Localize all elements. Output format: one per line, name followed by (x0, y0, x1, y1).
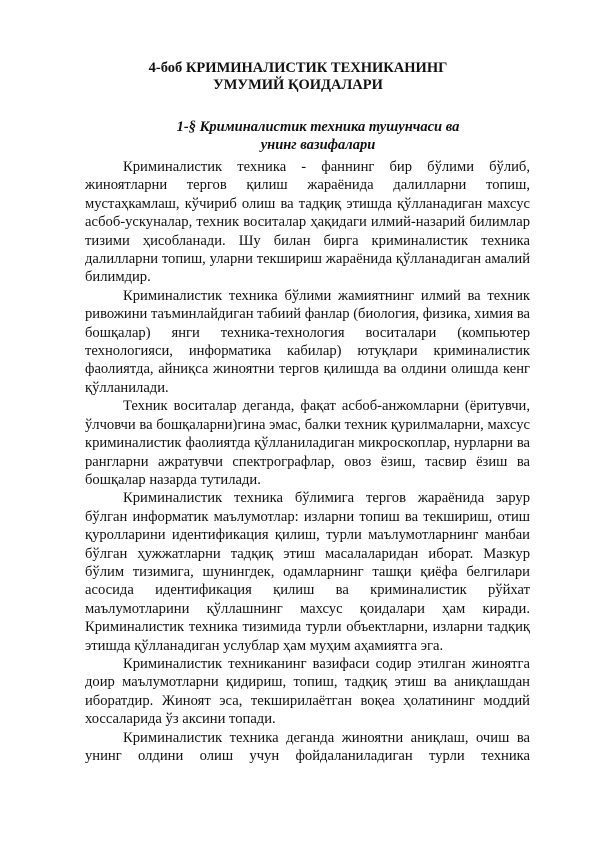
paragraph: Криминалистик техника - фаннинг бир бўлими бўлиб, жиноятларни тергов қилиш жараёнида далилларни топиш, мустаҳкамлаш, кўчириб олиш ва тадқиқ этишда қўлланадиган махсус асбоб-ускуналар, техник воситалар ҳақидаги илмий-назарий билимлар тизими ҳисобланади. Шу билан бирга криминалистик техника далилларни топиш, уларни текшириш жараёнида қўлланадиган амалий билимдир. (85, 159, 530, 286)
section-title-line-1: 1-§ Криминалистик техника тушунчаси ва (176, 119, 460, 135)
paragraph: Криминалистик техниканинг вазифаси содир этилган жиноятга доир маълумотларни қидириш, топиш, тадқиқ этиш ва аниқлашдан иборатдир. Жиноят эса, текширилаётган воқеа ҳолатининг моддий хоссаларида ўз аксини топади. (85, 655, 530, 728)
paragraph: Криминалистик техника бўлими жамиятнинг илмий ва техник ривожини таъминлайдиган табиий фанлар (биология, физика, химия ва бошқалар) янги техника-технология воситалари (компьютер технологияси, информатика кабилар) ютуқлари криминалистик фаолиятда, айниқса жиноятни тергов қилишда ва олдини олишда кенг қўлланилади. (85, 287, 530, 396)
section-title-line-2: унинг вазифалари (260, 137, 376, 153)
paragraph: Техник воситалар деганда, фақат асбоб-анжомларни (ёритувчи, ўлчовчи ва бошқаларни)гина эмас, балки техник қурилмаларни, махсус криминалистик фаолиятда қўлланиладиган микроскоплар, нурларни ва рангларни ажратувчи спектрографлар, овоз ёзиш, тасвир ёзиш ва бошқалар назарда тутилади. (85, 398, 530, 488)
chapter-title-line-1: 4-боб КРИМИНАЛИСТИК ТЕХНИКАНИНГ (148, 60, 448, 76)
paragraph: Криминалистик техника деганда жиноятни аниқлаш, очиш ва унинг олдини олиш учун фойдаланиладиган турли техника (85, 729, 530, 764)
body-text (85, 158, 530, 765)
chapter-title-line-2: УМУМИЙ ҚОИДАЛАРИ (213, 77, 383, 93)
paragraph: Криминалистик техника бўлимига тергов жараёнида зарур бўлган информатик маълумотлар: изларни топиш ва текшириш, отиш қуролларини идентификация қилиш, турли маълумотларнинг манбаи бўлган ҳужжатларни тадқиқ этиш масалаларидан иборат. Мазкур бўлим тизимига, шунингдек, одамларнинг ташқи қиёфа белгилари асосида идентификация қилиш ва криминалистик рўйхат маълумотларини қўллашнинг махсус қоидалари ҳам киради. Криминалистик техника тизимида турли объектларни, изларни тадқиқ этишда қўлланадиган услублар ҳам муҳим аҳамиятга эга. (85, 490, 530, 654)
